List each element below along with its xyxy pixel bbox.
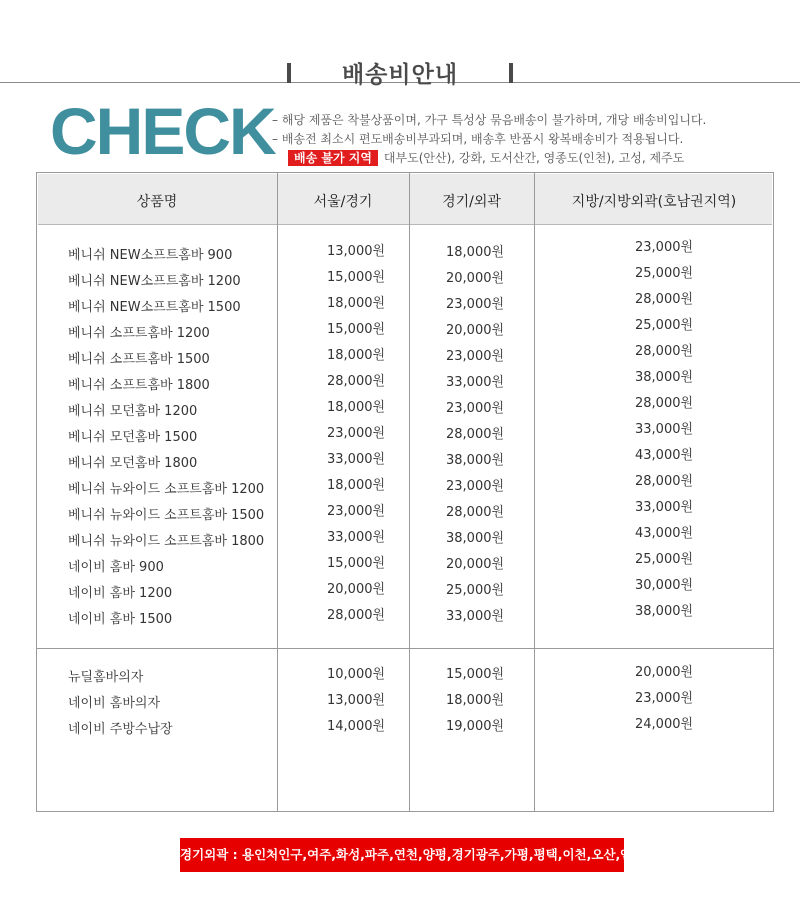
table-cell: 23,000원	[327, 426, 386, 441]
table-cell: 19,000원	[446, 719, 505, 734]
table-cell: 베니쉬 모던홈바 1800	[68, 456, 198, 471]
table-cell: 23,000원	[446, 479, 505, 494]
table-cell: 25,000원	[635, 318, 694, 333]
table-cell: 베니쉬 모던홈바 1200	[68, 404, 198, 419]
table-cell: 18,000원	[327, 296, 386, 311]
table-cell: 24,000원	[635, 717, 694, 732]
table-cell: 15,000원	[327, 556, 386, 571]
table-cell: 30,000원	[635, 578, 694, 593]
table-cell: 베니쉬 NEW소프트홈바 900	[68, 248, 233, 263]
table-cell: 33,000원	[635, 500, 694, 515]
header-seoul-gyeonggi: 서울/경기	[313, 194, 373, 210]
shipping-table	[36, 172, 774, 812]
table-cell: 33,000원	[327, 452, 386, 467]
table-cell: 38,000원	[635, 370, 694, 385]
table-cell: 43,000원	[635, 526, 694, 541]
table-cell: 네이비 주방수납장	[68, 722, 173, 737]
check-logo: CHECK	[50, 94, 275, 168]
table-cell: 베니쉬 소프트홈바 1800	[68, 378, 210, 393]
table-cell: 23,000원	[635, 691, 694, 706]
table-cell: 20,000원	[635, 665, 694, 680]
table-cell: 25,000원	[635, 266, 694, 281]
table-cell: 28,000원	[327, 608, 386, 623]
table-cell: 43,000원	[635, 448, 694, 463]
table-cell: 20,000원	[327, 582, 386, 597]
group-divider	[37, 648, 773, 649]
column-divider	[409, 173, 410, 811]
table-cell: 33,000원	[635, 422, 694, 437]
note-line-2: – 배송전 최소시 편도배송비부과되며, 배송후 반품시 왕복배송비가 적용됩니다.	[272, 132, 684, 146]
table-cell: 베니쉬 뉴와이드 소프트홈바 1800	[68, 534, 265, 549]
table-cell: 10,000원	[327, 667, 386, 682]
table-cell: 13,000원	[327, 693, 386, 708]
table-cell: 28,000원	[635, 292, 694, 307]
table-cell: 베니쉬 뉴와이드 소프트홈바 1200	[68, 482, 265, 497]
table-cell: 28,000원	[635, 344, 694, 359]
page-title: 배송비안내	[341, 62, 459, 88]
table-cell: 33,000원	[446, 375, 505, 390]
group2-regional-column	[635, 660, 693, 738]
no-delivery-regions: 대부도(안산), 강화, 도서산간, 영종도(인천), 고성, 제주도	[383, 151, 685, 165]
group2-seoul-column	[327, 662, 385, 740]
note-line-3	[272, 149, 706, 168]
table-cell: 25,000원	[446, 583, 505, 598]
table-cell: 18,000원	[327, 400, 386, 415]
table-cell: 20,000원	[446, 271, 505, 286]
table-cell: 네이비 홈바의자	[68, 696, 161, 711]
table-cell: 38,000원	[635, 604, 694, 619]
table-cell: 23,000원	[446, 297, 505, 312]
table-cell: 28,000원	[446, 505, 505, 520]
group1-gyeonggi-column	[446, 240, 504, 630]
table-cell: 25,000원	[635, 552, 694, 567]
table-cell: 20,000원	[446, 323, 505, 338]
header-product-name: 상품명	[136, 194, 178, 210]
title-block	[0, 56, 800, 89]
table-cell: 38,000원	[446, 453, 505, 468]
table-cell: 20,000원	[446, 557, 505, 572]
table-cell: 15,000원	[446, 667, 505, 682]
table-cell: 23,000원	[446, 349, 505, 364]
column-divider	[534, 173, 535, 811]
table-cell: 네이비 홈바 1500	[68, 612, 173, 627]
group2-gyeonggi-column	[446, 662, 504, 740]
table-cell: 네이비 홈바 1200	[68, 586, 173, 601]
table-cell: 베니쉬 모던홈바 1500	[68, 430, 198, 445]
table-cell: 15,000원	[327, 270, 386, 285]
title-bar-right	[509, 63, 513, 83]
table-cell: 베니쉬 소프트홈바 1200	[68, 326, 210, 341]
table-cell: 28,000원	[446, 427, 505, 442]
table-cell: 33,000원	[327, 530, 386, 545]
column-divider	[277, 173, 278, 811]
table-cell: 베니쉬 뉴와이드 소프트홈바 1500	[68, 508, 265, 523]
table-cell: 네이비 홈바 900	[68, 560, 164, 575]
table-cell: 23,000원	[327, 504, 386, 519]
no-delivery-badge: 배송 불가 지역	[288, 150, 378, 166]
table-cell: 33,000원	[446, 609, 505, 624]
table-cell: 18,000원	[327, 478, 386, 493]
table-cell: 13,000원	[327, 244, 386, 259]
table-cell: 베니쉬 NEW소프트홈바 1500	[68, 300, 241, 315]
group1-seoul-column	[327, 239, 385, 629]
header-gyeonggi-outer: 경기/외곽	[442, 194, 501, 210]
table-cell: 베니쉬 NEW소프트홈바 1200	[68, 274, 241, 289]
group2-name-column	[68, 665, 173, 743]
table-cell: 28,000원	[635, 474, 694, 489]
table-cell: 18,000원	[327, 348, 386, 363]
table-cell: 15,000원	[327, 322, 386, 337]
table-cell: 18,000원	[446, 245, 505, 260]
table-cell: 28,000원	[327, 374, 386, 389]
table-cell: 23,000원	[635, 240, 694, 255]
notes-block	[272, 111, 706, 168]
table-cell: 베니쉬 소프트홈바 1500	[68, 352, 210, 367]
table-cell: 38,000원	[446, 531, 505, 546]
table-cell: 18,000원	[446, 693, 505, 708]
table-cell: 14,000원	[327, 719, 386, 734]
header-regional: 지방/지방외곽(호남권지역)	[571, 194, 737, 210]
table-cell: 28,000원	[635, 396, 694, 411]
table-cell: 뉴딜홈바의자	[68, 670, 144, 685]
group1-regional-column	[635, 235, 693, 625]
gyeonggi-outer-banner: 경기외곽 : 용인처인구,여주,화성,파주,연천,양평,경기광주,가평,평택,이천,오산,안성	[180, 838, 624, 872]
title-bar-left	[287, 63, 291, 83]
table-cell: 23,000원	[446, 401, 505, 416]
note-line-1: – 해당 제품은 착불상품이며, 가구 특성상 묶음배송이 불가하며, 개당 배송비입니다.	[272, 113, 707, 127]
group1-name-column	[68, 243, 264, 633]
